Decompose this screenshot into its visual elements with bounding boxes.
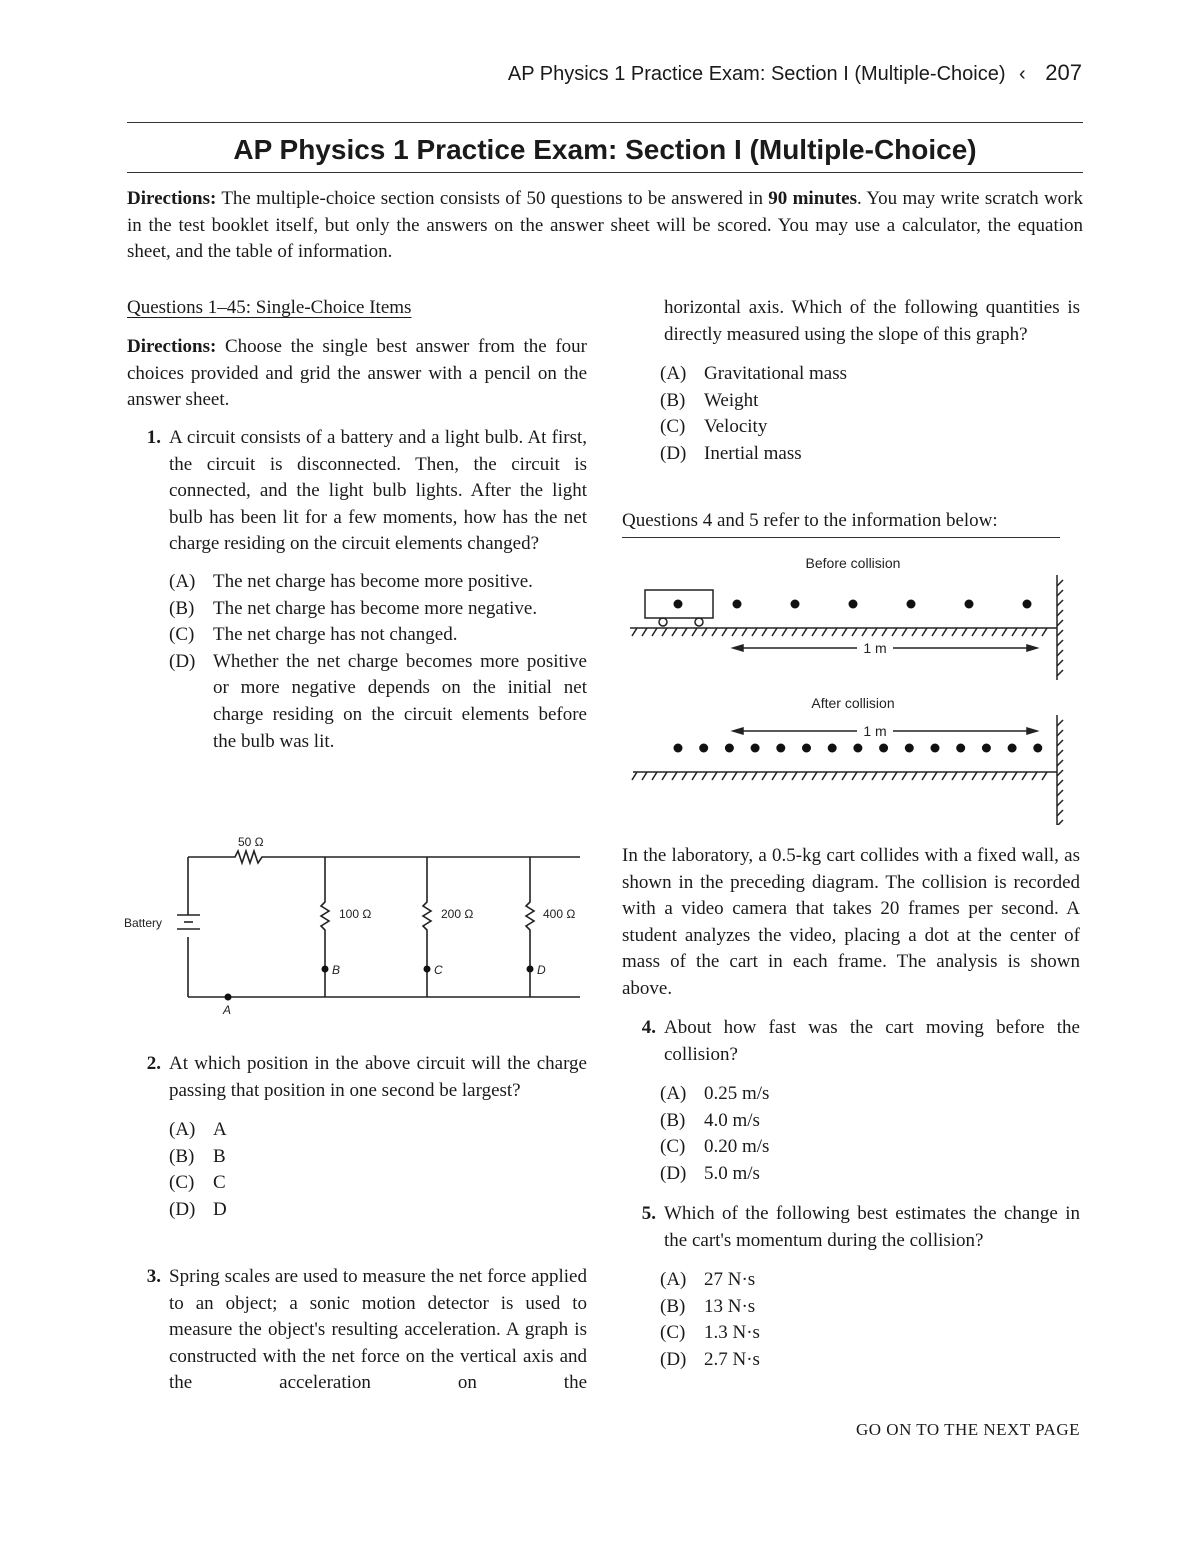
- hatch-mark: [812, 772, 817, 780]
- hatch-mark: [852, 772, 857, 780]
- hatch-mark: [802, 628, 807, 636]
- position-dot: [849, 600, 858, 609]
- hatch-mark: [1057, 720, 1063, 726]
- choice-c: (C) The net charge has not changed.: [169, 624, 458, 646]
- hatch-mark: [632, 628, 637, 636]
- hatch-mark: [952, 772, 957, 780]
- choice-d: (D) Whether the net charge becomes more positive or more negative depends on the initial net charge residing on the circuit elements before the bulb was lit.: [169, 650, 587, 752]
- hatch-mark: [1057, 760, 1063, 766]
- question-number: 4.: [641, 1017, 656, 1038]
- hatch-mark: [1057, 660, 1063, 666]
- point-a-label: A: [223, 1003, 232, 1017]
- q45-info: In the laboratory, a 0.5-kg cart collides with a fixed wall, as shown in the preceding diagram. The collision is recorded with a video camera that takes 20 frames per second. A student analyzes the video, placing a dot at the center of mass of the cart in each frame. The analysis is shown above.: [622, 845, 1080, 999]
- hatch-mark: [932, 628, 937, 636]
- hatch-mark: [1032, 772, 1037, 780]
- choice-c: (C) C: [169, 1172, 226, 1194]
- hatch-mark: [782, 628, 787, 636]
- hatch-mark: [762, 772, 767, 780]
- divider: [127, 172, 1083, 173]
- question-5: [622, 1201, 1080, 1374]
- hatch-mark: [1032, 628, 1037, 636]
- hatch-mark: [1002, 772, 1007, 780]
- hatch-mark: [682, 628, 687, 636]
- hatch-mark: [822, 628, 827, 636]
- position-dot: [982, 744, 991, 753]
- hatch-mark: [1057, 640, 1063, 646]
- position-dot: [699, 744, 708, 753]
- footer-next-page: GO ON TO THE NEXT PAGE: [856, 1420, 1080, 1439]
- hatch-mark: [1057, 650, 1063, 656]
- hatch-mark: [992, 628, 997, 636]
- hatch-mark: [1022, 628, 1027, 636]
- question-3: [127, 1264, 587, 1397]
- hatch-mark: [1057, 580, 1063, 586]
- resistor-100-label: 100 Ω: [339, 907, 372, 921]
- hatch-mark: [982, 628, 987, 636]
- question-text: Which of the following best estimates the change in the cart's momentum during the collision?: [664, 1203, 1080, 1251]
- position-dot: [956, 744, 965, 753]
- hatch-mark: [932, 772, 937, 780]
- hatch-mark: [1057, 630, 1063, 636]
- hatch-mark: [842, 628, 847, 636]
- distance-label: 1 m: [863, 640, 887, 656]
- hatch-mark: [902, 628, 907, 636]
- hatch-mark: [672, 628, 677, 636]
- divider: [127, 122, 1083, 123]
- hatch-mark: [1057, 620, 1063, 626]
- exam-directions: [127, 186, 1083, 266]
- directions-text: The multiple-choice section consists of 50 questions to be answered in: [216, 188, 769, 209]
- choice-a: (A) The net charge has become more positive.: [169, 570, 533, 592]
- directions-text: . You may write scratch work in the test booklet itself, but only the answers on the answer sheet will be scored. You may use a calculator, the equation sheet, and the table of information.: [127, 188, 1083, 263]
- hatch-mark: [892, 628, 897, 636]
- q45-heading: Questions 4 and 5 refer to the information below:: [622, 508, 1060, 538]
- hatch-mark: [1057, 790, 1063, 796]
- hatch-mark: [742, 628, 747, 636]
- choice-b: (B) 13 N·s: [660, 1295, 756, 1317]
- hatch-mark: [952, 628, 957, 636]
- hatch-mark: [982, 772, 987, 780]
- before-collision-label: Before collision: [805, 555, 901, 571]
- page-title: AP Physics 1 Practice Exam: Section I (Multiple-Choice): [233, 134, 977, 165]
- hatch-mark: [922, 628, 927, 636]
- hatch-mark: [752, 628, 757, 636]
- arrow-icon: ‹: [1019, 63, 1026, 85]
- question-1: [127, 425, 587, 755]
- resistor-50-label: 50 Ω: [238, 835, 264, 849]
- choice-c: (C) 0.20 m/s: [660, 1136, 770, 1158]
- page-number: 207: [1045, 60, 1082, 85]
- hatch-mark: [1012, 772, 1017, 780]
- hatch-mark: [1057, 610, 1063, 616]
- hatch-mark: [662, 628, 667, 636]
- hatch-mark: [712, 772, 717, 780]
- hatch-mark: [632, 772, 637, 780]
- hatch-mark: [1002, 628, 1007, 636]
- position-dot: [725, 744, 734, 753]
- position-dot: [907, 600, 916, 609]
- choice-a: (A) 27 N·s: [660, 1269, 756, 1291]
- hatch-mark: [722, 628, 727, 636]
- hatch-mark: [1057, 810, 1063, 816]
- hatch-mark: [992, 772, 997, 780]
- hatch-mark: [832, 772, 837, 780]
- choice-b: (B) The net charge has become more negative.: [169, 597, 538, 619]
- hatch-mark: [1057, 590, 1063, 596]
- hatch-mark: [772, 628, 777, 636]
- hatch-mark: [782, 772, 787, 780]
- point-b-label: B: [332, 963, 341, 977]
- hatch-mark: [792, 772, 797, 780]
- hatch-mark: [1042, 772, 1047, 780]
- resistor-400-label: 400 Ω: [543, 907, 576, 921]
- question-text: At which position in the above circuit will the charge passing that position in one second be largest?: [169, 1053, 587, 1101]
- hatch-mark: [822, 772, 827, 780]
- hatch-mark: [732, 628, 737, 636]
- hatch-mark: [852, 628, 857, 636]
- hatch-mark: [812, 628, 817, 636]
- hatch-mark: [652, 628, 657, 636]
- hatch-mark: [752, 772, 757, 780]
- distance-label: 1 m: [863, 723, 887, 739]
- running-title: AP Physics 1 Practice Exam: Section I (Multiple-Choice): [507, 63, 1006, 85]
- hatch-mark: [902, 772, 907, 780]
- hatch-mark: [1042, 628, 1047, 636]
- point-d-label: D: [537, 963, 546, 977]
- section-directions: [127, 334, 587, 414]
- choice-a: (A) 0.25 m/s: [660, 1083, 770, 1105]
- hatch-mark: [702, 628, 707, 636]
- choice-d: (D) Inertial mass: [660, 442, 802, 464]
- hatch-mark: [1022, 772, 1027, 780]
- hatch-mark: [882, 628, 887, 636]
- choice-d: (D) 5.0 m/s: [660, 1162, 760, 1184]
- answer-choices: [660, 361, 1080, 467]
- position-dot: [751, 744, 760, 753]
- position-dot: [853, 744, 862, 753]
- hatch-mark: [872, 628, 877, 636]
- question-number: 3.: [146, 1266, 161, 1287]
- hatch-mark: [642, 628, 647, 636]
- position-dot: [1033, 744, 1042, 753]
- resistor-200-label: 200 Ω: [441, 907, 474, 921]
- hatch-mark: [1012, 628, 1017, 636]
- question-text: horizontal axis. Which of the following quantities is directly measured using the slope of this graph?: [664, 297, 1080, 345]
- hatch-mark: [1057, 740, 1063, 746]
- position-dot: [1008, 744, 1017, 753]
- position-dot: [674, 744, 683, 753]
- hatch-mark: [1057, 670, 1063, 676]
- hatch-mark: [862, 772, 867, 780]
- position-dot: [1023, 600, 1032, 609]
- choice-c: (C) 1.3 N·s: [660, 1322, 760, 1344]
- question-number: 5.: [641, 1203, 656, 1224]
- hatch-mark: [1057, 730, 1063, 736]
- choice-b: (B) B: [169, 1145, 226, 1167]
- hatch-mark: [692, 628, 697, 636]
- position-dot: [802, 744, 811, 753]
- hatch-mark: [1057, 770, 1063, 776]
- position-dot: [733, 600, 742, 609]
- choice-d: (D) 2.7 N·s: [660, 1348, 760, 1370]
- hatch-mark: [842, 772, 847, 780]
- battery-label: Battery: [124, 916, 163, 930]
- hatch-mark: [762, 628, 767, 636]
- hatch-mark: [832, 628, 837, 636]
- hatch-mark: [792, 628, 797, 636]
- question-text: About how fast was the cart moving before the collision?: [664, 1017, 1080, 1065]
- hatch-mark: [942, 772, 947, 780]
- hatch-mark: [942, 628, 947, 636]
- choice-b: (B) 4.0 m/s: [660, 1109, 760, 1131]
- choice-d: (D) D: [169, 1198, 227, 1220]
- position-dot: [674, 600, 683, 609]
- hatch-mark: [672, 772, 677, 780]
- hatch-mark: [1057, 800, 1063, 806]
- answer-choices: [169, 1117, 587, 1223]
- collision-diagram: [625, 550, 1080, 825]
- section-heading-text: Questions 1–45: Single-Choice Items: [127, 297, 412, 318]
- question-text: Spring scales are used to measure the net force applied to an object; a sonic motion detector is used to measure the object's resulting acceleration. A graph is constructed with the net force on the vertical axis and the acceleration on the: [169, 1266, 587, 1394]
- point-c-label: C: [434, 963, 443, 977]
- hatch-mark: [692, 772, 697, 780]
- directions-text: Choose the single best answer from the four choices provided and grid the answer with a pencil on the answer sheet.: [127, 336, 587, 411]
- hatch-mark: [912, 628, 917, 636]
- after-collision-label: After collision: [811, 695, 895, 711]
- hatch-mark: [862, 628, 867, 636]
- hatch-mark: [1057, 750, 1063, 756]
- hatch-mark: [962, 772, 967, 780]
- hatch-mark: [732, 772, 737, 780]
- hatch-mark: [1057, 820, 1063, 825]
- hatch-mark: [682, 772, 687, 780]
- directions-label: Directions:: [127, 336, 217, 357]
- question-number: 1.: [146, 427, 161, 448]
- answer-choices: [169, 569, 587, 755]
- hatch-mark: [652, 772, 657, 780]
- question-4: [622, 1015, 1080, 1188]
- hatch-mark: [802, 772, 807, 780]
- choice-c: (C) Velocity: [660, 416, 768, 438]
- question-text: A circuit consists of a battery and a light bulb. At first, the circuit is disconnected. Then, the circuit is connected, and the light bulb lights. After the light bulb has been lit for a few moments, how has the net charge residing on the circuit elements changed?: [169, 427, 587, 555]
- hatch-mark: [1057, 600, 1063, 606]
- hatch-mark: [772, 772, 777, 780]
- running-header: [508, 60, 1082, 86]
- section-heading: [127, 295, 587, 322]
- position-dot: [931, 744, 940, 753]
- hatch-mark: [972, 628, 977, 636]
- answer-choices: [660, 1267, 1080, 1373]
- question-3-continued: [622, 295, 1080, 468]
- choice-a: (A) Gravitational mass: [660, 363, 847, 385]
- hatch-mark: [722, 772, 727, 780]
- hatch-mark: [662, 772, 667, 780]
- hatch-mark: [912, 772, 917, 780]
- hatch-mark: [742, 772, 747, 780]
- hatch-mark: [642, 772, 647, 780]
- position-dot: [965, 600, 974, 609]
- directions-label: Directions:: [127, 188, 217, 209]
- position-dot: [776, 744, 785, 753]
- hatch-mark: [892, 772, 897, 780]
- directions-time: 90 minutes: [768, 188, 857, 209]
- choice-b: (B) Weight: [660, 389, 759, 411]
- circuit-diagram: [120, 830, 580, 1025]
- question-2: [127, 1051, 587, 1224]
- position-dot: [791, 600, 800, 609]
- hatch-mark: [962, 628, 967, 636]
- hatch-mark: [1057, 780, 1063, 786]
- answer-choices: [660, 1081, 1080, 1187]
- choice-a: (A) A: [169, 1119, 227, 1141]
- question-number: 2.: [146, 1053, 161, 1074]
- position-dot: [879, 744, 888, 753]
- position-dot: [905, 744, 914, 753]
- position-dot: [828, 744, 837, 753]
- hatch-mark: [972, 772, 977, 780]
- hatch-mark: [702, 772, 707, 780]
- hatch-mark: [712, 628, 717, 636]
- hatch-mark: [882, 772, 887, 780]
- hatch-mark: [922, 772, 927, 780]
- hatch-mark: [872, 772, 877, 780]
